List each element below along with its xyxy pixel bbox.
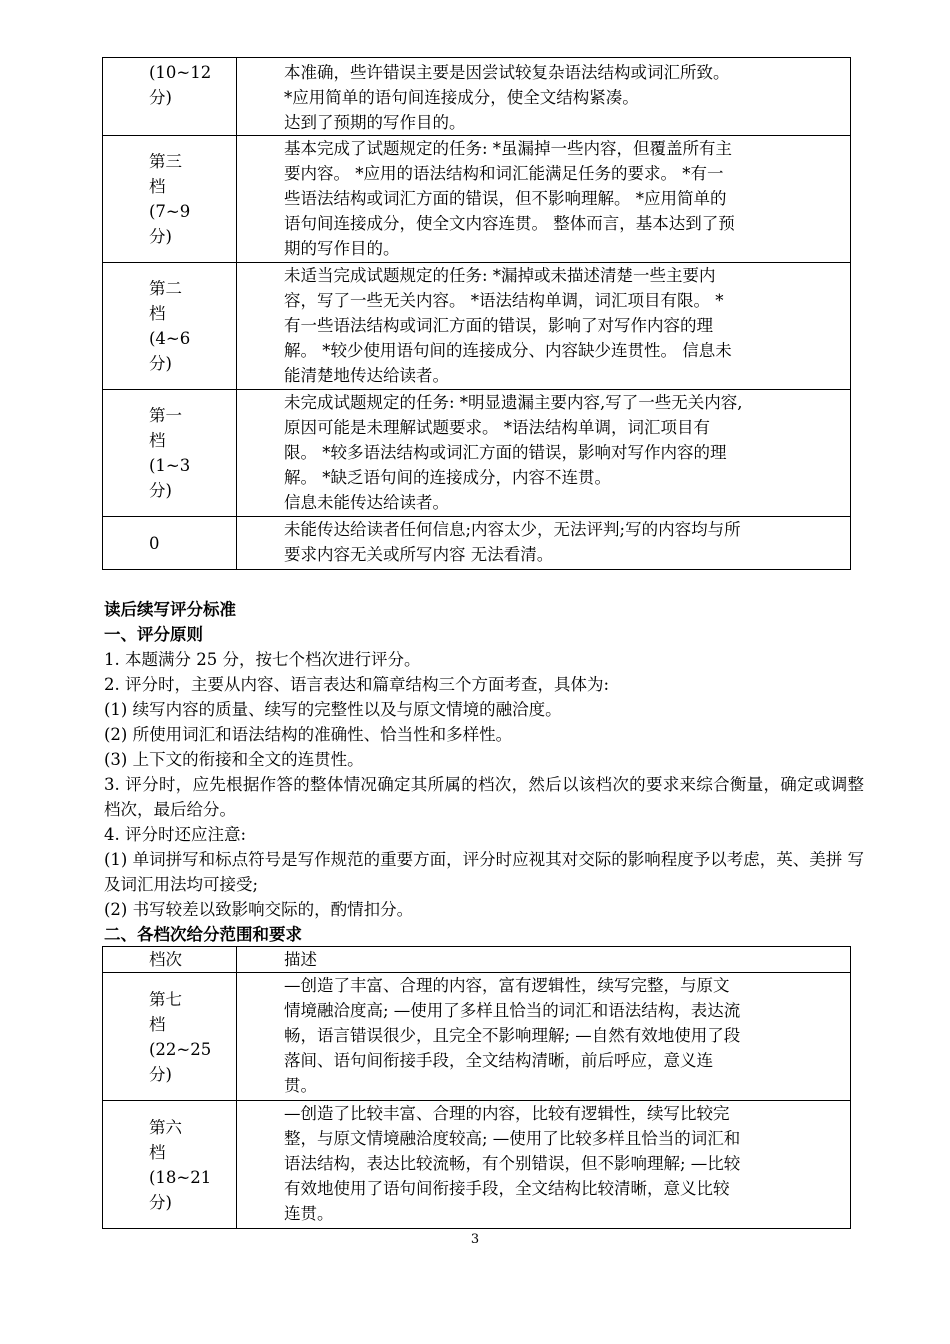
table-row (103, 973, 851, 1101)
table-row (103, 58, 851, 136)
principle-item: (2) 所使用词汇和语法结构的准确性、恰当性和多样性。 (104, 725, 513, 744)
page-number: 3 (470, 1232, 480, 1247)
header-description: 描述 (237, 947, 851, 973)
principle-item: (3) 上下文的衔接和全文的连贯性。 (104, 750, 364, 769)
description-cell: 本准确，些许错误主要是因尝试较复杂语法结构或词汇所致。 *应用简单的语句间连接成分，使全文结构紧凑。 达到了预期的写作目的。 (237, 58, 851, 136)
description-cell: 未适当完成试题规定的任务: *漏掉或未描述清楚一些主要内 容，写了一些无关内容。 *语法结构单调，词汇项目有限。 * 有一些语法结构或词汇方面的错误，影响了对写作内容的理 解。 *较少使用语句间的连接成分、内容缺少连贯性。 信息未 能清楚地传达给读者。 (237, 263, 851, 390)
description-cell: 基本完成了试题规定的任务: *虽漏掉一些内容，但覆盖所有主 要内容。 *应用的语法结构和词汇能满足任务的要求。 *有一 些语法结构或词汇方面的错误，但不影响理解。 *应用简单的 语句间连接成分，使全文内容连贯。 整体而言，基本达到了预 期的写作目的。 (237, 136, 851, 263)
table-row (103, 263, 851, 390)
description-cell: —创造了丰富、合理的内容，富有逻辑性，续写完整，与原文 情境融洽度高; —使用了多样且恰当的词汇和语法结构，表达流 畅，语言错误很少，且完全不影响理解; —自然有效地使用了段 落间、语句间衔接手段，全文结构清晰，前后呼应，意义连 贯。 (237, 973, 851, 1101)
principle-item: 2. 评分时，主要从内容、语言表达和篇章结构三个方面考查，具体为: (104, 675, 610, 694)
heading-levels: 二、各档次给分范围和要求 (104, 925, 302, 944)
table-row (103, 517, 851, 570)
principle-item: (1) 单词拼写和标点符号是写作规范的重要方面，评分时应视其对交际的影响程度予以考虑，英、美拼 写及词汇用法均可接受; (104, 850, 864, 894)
scoring-section (104, 597, 864, 947)
heading-principles: 一、评分原则 (104, 625, 203, 644)
section-title: 读后续写评分标准 (104, 600, 236, 619)
level-cell: (10~12 分) (103, 58, 237, 136)
principle-item: (1) 续写内容的质量、续写的完整性以及与原文情境的融洽度。 (104, 700, 562, 719)
principle-item: 1. 本题满分 25 分，按七个档次进行评分。 (104, 650, 421, 669)
level-cell: 第六 档 (18~21 分) (103, 1101, 237, 1229)
table-row (103, 1101, 851, 1229)
principle-item: 4. 评分时还应注意: (104, 825, 247, 844)
level-cell: 第一 档 (1~3 分) (103, 390, 237, 517)
level-cell: 第二 档 (4~6 分) (103, 263, 237, 390)
description-cell: 未能传达给读者任何信息;内容太少，无法评判;写的内容均与所 要求内容无关或所写内容 无法看清。 (237, 517, 851, 570)
table-row (103, 136, 851, 263)
description-cell: 未完成试题规定的任务: *明显遗漏主要内容,写了一些无关内容, 原因可能是未理解试题要求。 *语法结构单调，词汇项目有 限。 *较多语法结构或词汇方面的错误，影响对写作内容的理 解。 *缺乏语句间的连接成分，内容不连贯。 信息未能传达给读者。 (237, 390, 851, 517)
table-row (103, 390, 851, 517)
description-cell: —创造了比较丰富、合理的内容，比较有逻辑性，续写比较完 整，与原文情境融洽度较高; —使用了比较多样且恰当的词汇和 语法结构，表达比较流畅，有个别错误，但不影响理解; —比较 有效地使用了语句间衔接手段，全文结构比较清晰，意义比较 连贯。 (237, 1101, 851, 1229)
scoring-table-part1 (102, 57, 851, 570)
principle-item: (2) 书写较差以致影响交际的，酌情扣分。 (104, 900, 414, 919)
principle-item: 3. 评分时，应先根据作答的整体情况确定其所属的档次，然后以该档次的要求来综合衡量，确定或调整 档次，最后给分。 (104, 775, 864, 819)
table-header-row (103, 947, 851, 973)
header-level: 档次 (103, 947, 237, 973)
scoring-table-part2 (102, 946, 851, 1229)
level-cell: 第三 档 (7~9 分) (103, 136, 237, 263)
level-cell: 第七 档 (22~25 分) (103, 973, 237, 1101)
level-cell: 0 (103, 517, 237, 570)
